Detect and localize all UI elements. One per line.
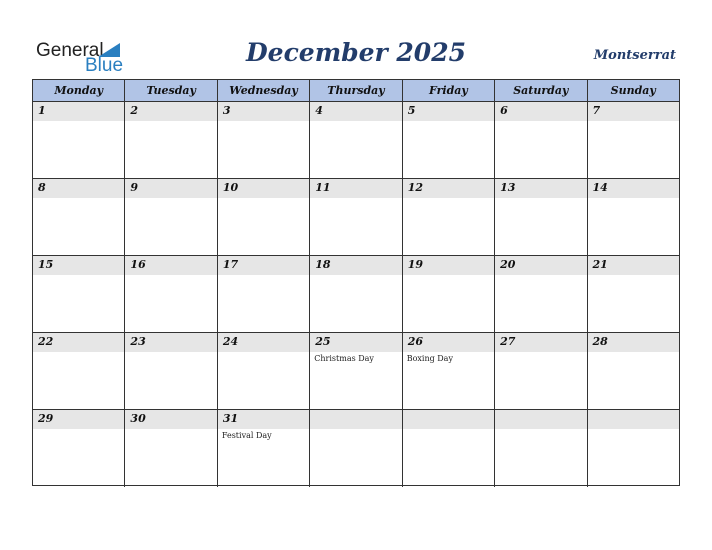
day-number: 20 — [500, 258, 516, 271]
day-cell[interactable] — [33, 102, 125, 178]
weekday-friday: Friday — [403, 80, 495, 101]
day-number: 10 — [222, 181, 239, 194]
week-row — [33, 102, 679, 179]
day-cell[interactable] — [125, 256, 217, 332]
day-cell[interactable] — [495, 410, 587, 487]
day-cell[interactable] — [403, 410, 495, 487]
day-cell[interactable] — [33, 179, 125, 255]
weekday-sunday: Sunday — [610, 84, 656, 97]
day-number-band — [495, 102, 586, 121]
day-cell[interactable] — [495, 102, 587, 178]
day-cell[interactable] — [588, 102, 679, 178]
day-number-band — [125, 102, 216, 121]
day-cell[interactable] — [33, 410, 125, 487]
weekday-saturday: Saturday — [495, 80, 587, 101]
day-cell[interactable] — [310, 410, 402, 487]
holiday-label: Festival Day — [221, 431, 272, 440]
day-cell[interactable] — [218, 102, 310, 178]
calendar-title: December 2025 — [245, 38, 466, 67]
logo-text-blue: Blue — [85, 55, 124, 76]
day-number: 15 — [38, 258, 54, 271]
logo-text-general: General — [36, 40, 104, 61]
weekday-tuesday: Tuesday — [125, 80, 217, 101]
day-number-band — [403, 410, 494, 429]
day-number: 19 — [407, 258, 423, 271]
day-cell[interactable] — [403, 333, 495, 409]
day-cell[interactable] — [310, 333, 402, 409]
week-row — [33, 256, 679, 333]
day-number-band — [125, 179, 216, 198]
day-cell[interactable] — [495, 179, 587, 255]
day-cell[interactable] — [33, 333, 125, 409]
day-number: 29 — [38, 412, 54, 425]
day-number: 22 — [38, 335, 54, 348]
day-cell[interactable] — [310, 256, 402, 332]
day-number-band — [588, 102, 679, 121]
day-cell[interactable] — [403, 256, 495, 332]
day-number-band — [310, 102, 401, 121]
holiday-label: Boxing Day — [406, 354, 453, 363]
day-number: 28 — [592, 335, 608, 348]
weekday-wednesday: Wednesday — [218, 80, 310, 101]
day-number-band — [33, 102, 124, 121]
day-number-band — [218, 102, 309, 121]
day-number: 17 — [222, 258, 239, 271]
day-number-band — [495, 410, 586, 429]
day-number-band — [588, 410, 679, 429]
day-number: 5 — [407, 104, 416, 117]
holiday-label: Christmas Day — [314, 354, 374, 363]
day-number-band — [403, 102, 494, 121]
day-number: 4 — [315, 104, 323, 117]
day-number: 11 — [315, 181, 331, 194]
day-cell[interactable] — [495, 256, 587, 332]
week-row — [33, 179, 679, 256]
day-number: 8 — [38, 181, 46, 194]
day-cell[interactable] — [310, 102, 402, 178]
day-cell[interactable] — [588, 410, 679, 487]
day-cell[interactable] — [495, 333, 587, 409]
day-cell[interactable] — [403, 102, 495, 178]
day-cell[interactable] — [125, 410, 217, 487]
day-number: 26 — [407, 335, 423, 348]
weekday-header — [33, 80, 679, 102]
day-cell[interactable] — [33, 256, 125, 332]
weekday-thursday: Thursday — [310, 80, 402, 101]
day-number: 13 — [500, 181, 516, 194]
weekday-monday: Monday — [33, 80, 125, 101]
day-cell[interactable] — [125, 179, 217, 255]
day-cell[interactable] — [218, 333, 310, 409]
day-number: 24 — [222, 335, 239, 348]
day-cell[interactable] — [125, 333, 217, 409]
day-number-band — [310, 410, 401, 429]
day-number: 16 — [130, 258, 146, 271]
day-cell[interactable] — [588, 256, 679, 332]
day-number: 25 — [315, 335, 331, 348]
day-number: 12 — [407, 181, 423, 194]
day-number: 9 — [130, 181, 139, 194]
day-cell[interactable] — [588, 333, 679, 409]
day-cell[interactable] — [218, 410, 310, 487]
week-row — [33, 410, 679, 487]
day-number: 23 — [130, 335, 146, 348]
week-row — [33, 333, 679, 410]
day-cell[interactable] — [588, 179, 679, 255]
day-cell[interactable] — [218, 179, 310, 255]
day-number: 14 — [592, 181, 608, 194]
day-cell[interactable] — [125, 102, 217, 178]
day-cell[interactable] — [403, 179, 495, 255]
day-number: 1 — [38, 104, 46, 117]
day-cell[interactable] — [218, 256, 310, 332]
day-number: 6 — [500, 104, 508, 117]
day-number: 18 — [315, 258, 331, 271]
day-number: 30 — [130, 412, 146, 425]
region-label: Montserrat — [593, 48, 676, 63]
day-number: 3 — [222, 104, 231, 117]
calendar-grid — [32, 79, 680, 486]
day-number: 21 — [592, 258, 608, 271]
day-number: 2 — [130, 104, 139, 117]
day-number: 7 — [592, 104, 601, 117]
day-number: 27 — [500, 335, 516, 348]
day-cell[interactable] — [310, 179, 402, 255]
day-number: 31 — [222, 412, 239, 425]
day-number-band — [33, 179, 124, 198]
